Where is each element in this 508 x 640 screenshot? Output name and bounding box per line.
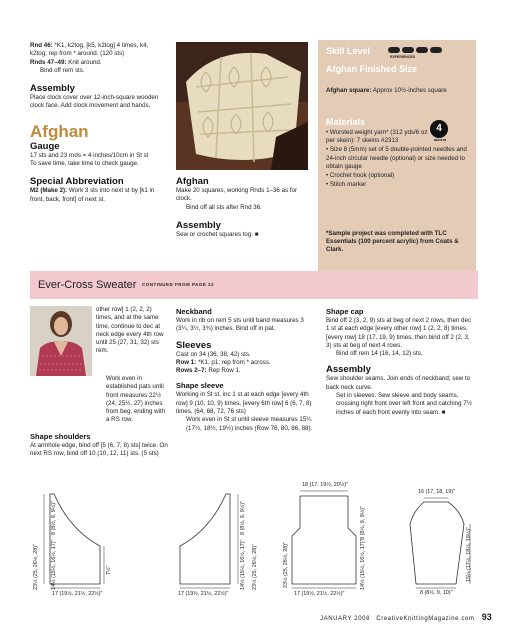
size-label: Afghan square: — [326, 87, 372, 94]
shape-cap-text2: Bind off rem 14 (16, 14, 12) sts. — [336, 350, 423, 358]
front1-side-dim: 7½" — [106, 565, 112, 575]
back-upper-dim: 8 (8½, 9, 9½)" — [360, 506, 366, 540]
clock-assembly-text: Place clock cover over 12-inch-square wooden clock face. Add clock movement and hands. — [30, 94, 159, 110]
back-lower-dim: 14½ (15½, 16½, 17)" — [360, 539, 366, 590]
sweater-assembly-text: Sew shoulder seams. Join ends of neckband; sew to back neck curve. — [326, 375, 471, 391]
yarn-weight-label: MEDIUM — [433, 138, 447, 142]
front2-height-dim: 23½ (25, 26½, 28)" — [252, 544, 258, 590]
sweater-col1 — [30, 375, 168, 458]
skill-bar-3 — [416, 47, 428, 53]
shape-cap-text: Bind off 2 (3, 2, 9) sts at beg of next 2 rows, then dec 1 st at each edge [every other row] 1 (2, 2, 8) times, [every row] 18 (17, 19, 9) times, then bind off 2 (2, 3, 3) sts at beg of next 4 rows. — [326, 317, 472, 349]
skill-bar-1 — [388, 47, 400, 53]
material-item: • Size 8 (5mm) set of 5 double-pointed needles and 24-inch circular needle (optional) or size needed to obtain gauge — [326, 146, 467, 170]
bind-off-text: Bind off rem sts. — [40, 66, 85, 74]
afghan-photo — [176, 42, 308, 170]
back-schematic — [286, 488, 366, 592]
yarn-weight-number: 4 — [430, 120, 448, 138]
rnd4749-text: Knit around. — [66, 58, 102, 66]
sleeve-top-dim: 16 (17, 18, 19)" — [418, 489, 455, 495]
rows27-label: Rows 2–7: — [176, 367, 207, 375]
skill-level-label: EXPERIENCED — [390, 55, 416, 59]
sweater-title: Ever-Cross Sweater — [38, 279, 137, 291]
afghan-text: Make 20 squares, working Rnds 1–36 as for clock. — [176, 187, 298, 203]
gauge-note: To save time, take time to check gauge. — [30, 160, 139, 168]
back-top-dim: 18 (17, 19½, 20½)" — [302, 482, 348, 488]
afghan-photo-illustration — [176, 42, 308, 170]
skill-level-meter — [388, 47, 442, 53]
front1-width-dim: 17 (19½, 21½, 22½)" — [52, 591, 103, 597]
sleeve-bottom-dim: 8 (8½, 9, 10)" — [420, 590, 453, 596]
afghan-title: Afghan — [30, 121, 89, 141]
sweater-section-bar — [30, 271, 478, 299]
skill-bar-2 — [402, 47, 414, 53]
afghan-mid-column — [176, 176, 308, 239]
afghan-assembly-text: Sew or crochet squares tog. ■ — [176, 230, 259, 238]
finished-size-heading: Afghan Finished Size — [326, 64, 418, 74]
clock-assembly-heading: Assembly — [30, 83, 75, 95]
back-width-dim: 17 (19½, 21½, 22½)" — [294, 591, 345, 597]
material-item: • Worsted weight yarn* (312 yds/6 oz per skein): 7 skeins #2313 — [326, 129, 428, 145]
shape-sleeve-heading: Shape sleeve — [176, 381, 224, 391]
m2-label: M2 (Make 2): — [30, 187, 68, 195]
neckband-heading: Neckband — [176, 307, 212, 316]
gauge-text: 17 sts and 23 rnds = 4 inches/10cm in St st — [30, 151, 149, 159]
right-front-schematic — [168, 490, 248, 590]
row1-text: *K1, p1; rep from * across. — [196, 358, 271, 366]
sweater-col1-text2: Work even in established pats until front measures 22½ (24, 25½, 27) inches from beg, ending with a RS row. — [106, 375, 166, 424]
sweater-col3 — [326, 306, 476, 417]
sweater-photo — [30, 306, 92, 376]
front2-lower-dim: 14½ (15½, 16½, 17)" — [240, 539, 246, 590]
gauge-heading: Gauge — [30, 140, 60, 152]
row1-label: Row 1: — [176, 358, 197, 366]
sleeve-length-dim: 15¼ (17½, 18½, 19½)" — [466, 527, 472, 582]
rnd4749-label: Rnds 47–49: — [30, 58, 67, 66]
materials-sidebar — [318, 40, 476, 278]
neckband-text: Work in rib on rem 5 sts until band measures 3 (3¼, 3½, 3¾) inches. Bind off in pat. — [176, 317, 304, 333]
back-height-dim: 23½ (25, 26½, 28)" — [283, 542, 289, 588]
front1-lower-dim: 14½ (15½, 16½, 17)" — [51, 539, 57, 590]
afghan-bind-off: Bind off all sts after Rnd 36. — [186, 203, 262, 211]
skill-bar-4 — [430, 47, 442, 53]
left-top-column — [30, 42, 165, 204]
afghan-heading: Afghan — [176, 176, 209, 187]
material-item: • Stitch marker — [326, 181, 367, 189]
shape-cap-heading: Shape cap — [326, 307, 364, 316]
sweater-assembly-text2: Set in sleeves. Sew sleeve and body seams, crossing right front over left front and catching 7½ inches of each front evenly into seam. ■ — [336, 392, 472, 416]
afghan-assembly-heading: Assembly — [176, 219, 221, 231]
shape-shoulders-heading: Shape shoulders — [30, 431, 91, 441]
shape-sleeve-text: Working in St st, inc 1 st at each edge [every 4th row] 9 (10, 10, 9) times, [every 6th row] 6 (6, 7, 8) times. (64, 68, 72, 76 sts) — [176, 391, 312, 416]
front1-height-dim: 23½ (25, 26½, 28)" — [33, 544, 39, 590]
shape-sleeve-text2: Work even in St st until sleeve measures 15¼ (17½, 18½, 19½) inches (Row 76, 80, 86, 88). — [186, 416, 313, 432]
m2-text: Work 3 sts into next st by [k1 in front, back, front] of next st. — [30, 187, 155, 203]
skill-level-heading: Skill Level — [326, 46, 371, 56]
size-text: Approx 10½-inches square — [371, 87, 447, 94]
sleeves-text: Cast on 34 (36, 38, 42) sts. — [176, 350, 251, 358]
sweater-assembly-heading: Assembly — [326, 364, 371, 376]
rows27-text: Rep Row 1. — [206, 367, 241, 375]
front1-upper-dim: 8 (8½, 9, 9½)" — [51, 501, 57, 535]
page-number: 93 — [481, 612, 492, 622]
sleeves-heading: Sleeves — [176, 339, 212, 351]
sweater-photo-illustration — [30, 306, 92, 376]
materials-heading: Materials — [326, 117, 366, 127]
sweater-col1-text: other row] 1 (2, 2, 2) times, and at the same time, continue to dec at neck edge every 4th row until 25 (27, 31, 32) sts rem. — [96, 306, 164, 355]
sweater-col1-top — [96, 306, 168, 356]
rnd46-label: Rnd 46: — [30, 42, 53, 49]
continued-label: CONTINUED FROM PAGE 22 — [142, 282, 215, 287]
front2-upper-dim: 8 (8½, 9, 9½)" — [240, 501, 246, 535]
rnd46-text: *K1, k2tog, [k5, k2tog] 4 times, k4, k2tog; rep from * around. (120 sts) — [30, 42, 149, 58]
footer-site[interactable]: CreativeKnittingMagazine.com — [376, 616, 475, 622]
page-footer — [320, 612, 492, 622]
special-abbrev-heading: Special Abbreviation — [30, 176, 124, 188]
material-item: • Crochet hook (optional) — [326, 172, 395, 180]
sample-note: *Sample project was completed with TLC Essentials (100 percent acrylic) from Coats & Clark. — [326, 230, 459, 254]
footer-date: JANUARY 2008 — [320, 616, 371, 622]
front2-width-dim: 17 (19½, 21½, 22½)" — [178, 591, 229, 597]
sweater-col2 — [176, 306, 316, 433]
shape-shoulders-text: At armhole edge, bind off [5 (6, 7, 8) sts] twice. On next RS row, bind off 10 (10, 12, 11) sts. (5 sts) — [30, 441, 168, 458]
